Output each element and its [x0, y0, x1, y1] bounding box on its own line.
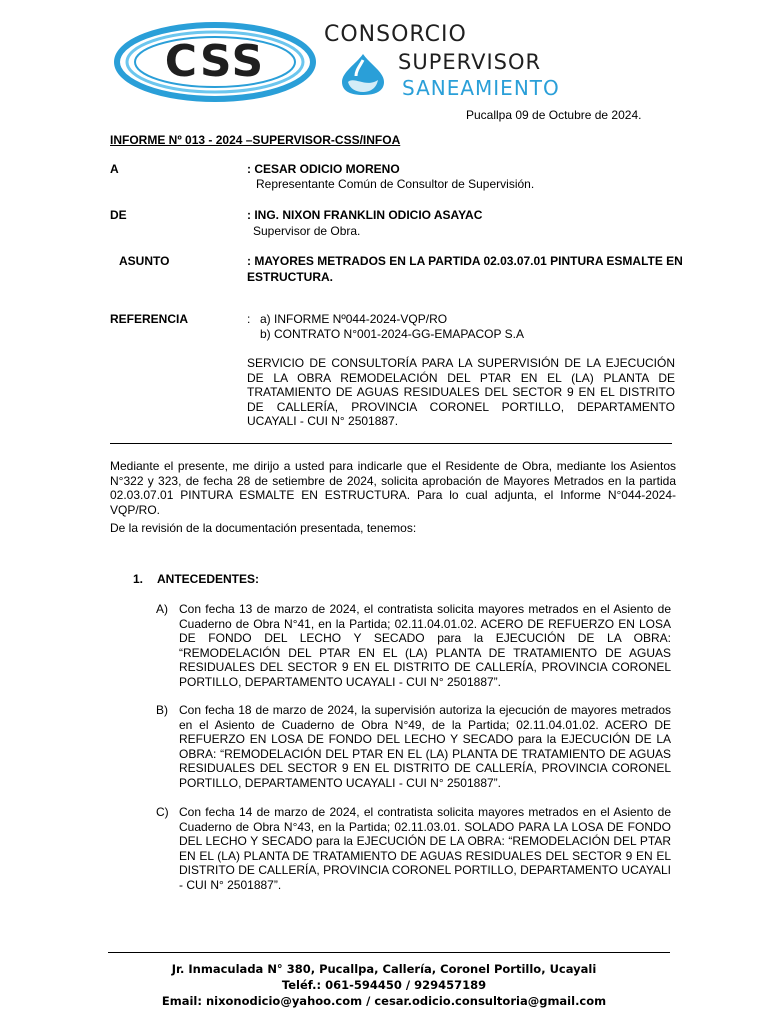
from-role: Supervisor de Obra. [253, 224, 361, 238]
list-item: Con fecha 18 de marzo de 2024, la supervisión autoriza la ejecución de mayores metrados en el Asiento de Cuaderno de Obra N°49, de la Partida; 02.11.04.01.02. ACERO DE REFUERZO EN LOSA DE FONDO DEL LECHO Y SECADO para la EJECUCIÓN DE LA OBRA: “REMODELACIÓN DEL PTAR EN EL (LA) PLANTA DE TRATAMIENTO DE AGUAS RESIDUALES DEL SECTOR 9 EN EL DISTRITO DE CALLERÍA, PROVINCIA CORONEL PORTILLO, DEPARTAMENTO UCAYALI - CUI N° 2501887”. [179, 703, 671, 790]
report-title: INFORME Nº 013 - 2024 –SUPERVISOR-CSS/INFOA [110, 133, 401, 147]
to-role: Representante Común de Consultor de Supervisión. [256, 177, 535, 191]
section-title: ANTECEDENTES: [157, 572, 260, 586]
subject-label: ASUNTO [119, 254, 170, 268]
to-label: A [110, 162, 119, 176]
water-drop-icon [334, 52, 392, 99]
list-item-letter: C) [156, 805, 169, 819]
list-item-letter: B) [156, 703, 168, 717]
logo-text: CSS [164, 36, 266, 87]
brand-line-1: CONSORCIO [324, 22, 467, 47]
brand-line-3: SANEAMIENTO [402, 76, 560, 100]
reference-label: REFERENCIA [110, 312, 189, 326]
from-label: DE [110, 208, 127, 222]
reference-a: a) INFORME Nº044-2024-VQP/RO [260, 312, 448, 326]
reference-colon: : [247, 312, 251, 326]
css-logo [114, 22, 316, 102]
footer-email: Email: nixonodicio@yahoo.com / cesar.odicio.consultoria@gmail.com [161, 994, 607, 1008]
to-name: : CESAR ODICIO MORENO [247, 162, 400, 176]
reference-b: b) CONTRATO N°001-2024-GG-EMAPACOP S.A [260, 327, 524, 341]
section-number: 1. [133, 572, 144, 586]
review-paragraph: De la revisión de la documentación presentada, tenemos: [110, 521, 417, 535]
list-item: Con fecha 14 de marzo de 2024, el contratista solicita mayores metrados en el Asiento de Cuaderno de Obra N°43, en la Partida; 02.11.03.01. SOLADO PARA LA LOSA DE FONDO DEL LECHO Y SECADO para la EJECUCIÓN DE LA OBRA: “REMODELACIÓN DEL PTAR EN EL (LA) PLANTA DE TRATAMIENTO DE AGUAS RESIDUALES DEL SECTOR 9 EN EL DISTRITO DE CALLERÍA, PROVINCIA CORONEL PORTILLO, DEPARTAMENTO UCAYALI - CUI N° 2501887”. [179, 805, 671, 892]
footer-address: Jr. Inmaculada N° 380, Pucallpa, Callería, Coronel Portillo, Ucayali [171, 962, 597, 976]
brand-line-2: SUPERVISOR [398, 50, 542, 74]
footer-divider [108, 952, 670, 953]
from-name: : ING. NIXON FRANKLIN ODICIO ASAYAC [247, 208, 483, 222]
subject-line-1: : MAYORES METRADOS EN LA PARTIDA 02.03.07.01 PINTURA ESMALTE EN [247, 254, 683, 268]
document-date: Pucallpa 09 de Octubre de 2024. [466, 108, 642, 122]
list-item-letter: A) [156, 602, 168, 616]
subject-line-2: ESTRUCTURA. [247, 270, 333, 284]
footer-phone: Teléf.: 061-594450 / 929457189 [281, 978, 487, 992]
service-description: SERVICIO DE CONSULTORÍA PARA LA SUPERVISIÓN DE LA EJECUCIÓN DE LA OBRA REMODELACIÓN DEL PTAR EN EL (LA) PLANTA DE TRATAMIENTO DE AGUAS RESIDUALES DEL SECTOR 9 EN EL DISTRITO DE CALLERÍA, PROVINCIA CORONEL PORTILLO, DEPARTAMENTO UCAYALI - CUI N° 2501887. [247, 356, 675, 428]
header-divider [110, 443, 672, 444]
list-item: Con fecha 13 de marzo de 2024, el contratista solicita mayores metrados en el Asiento de Cuaderno de Obra N°41, en la Partida; 02.11.04.01.02. ACERO DE REFUERZO EN LOSA DE FONDO DEL LECHO Y SECADO para la EJECUCIÓN DE LA OBRA: “REMODELACIÓN DEL PTAR EN EL (LA) PLANTA DE TRATAMIENTO DE AGUAS RESIDUALES DEL SECTOR 9 EN EL DISTRITO DE CALLERÍA, PROVINCIA CORONEL PORTILLO, DEPARTAMENTO UCAYALI - CUI N° 2501887”. [179, 602, 671, 689]
brand-block [322, 22, 652, 102]
intro-paragraph: Mediante el presente, me dirijo a usted para indicarle que el Residente de Obra, mediante los Asientos N°322 y 323, de fecha 28 de setiembre de 2024, solicita aprobación de Mayores Metrados en la partida 02.03.07.01 PINTURA ESMALTE EN ESTRUCTURA. Para lo cual adjunta, el Informe N°044-2024-VQP/RO. [110, 459, 676, 517]
